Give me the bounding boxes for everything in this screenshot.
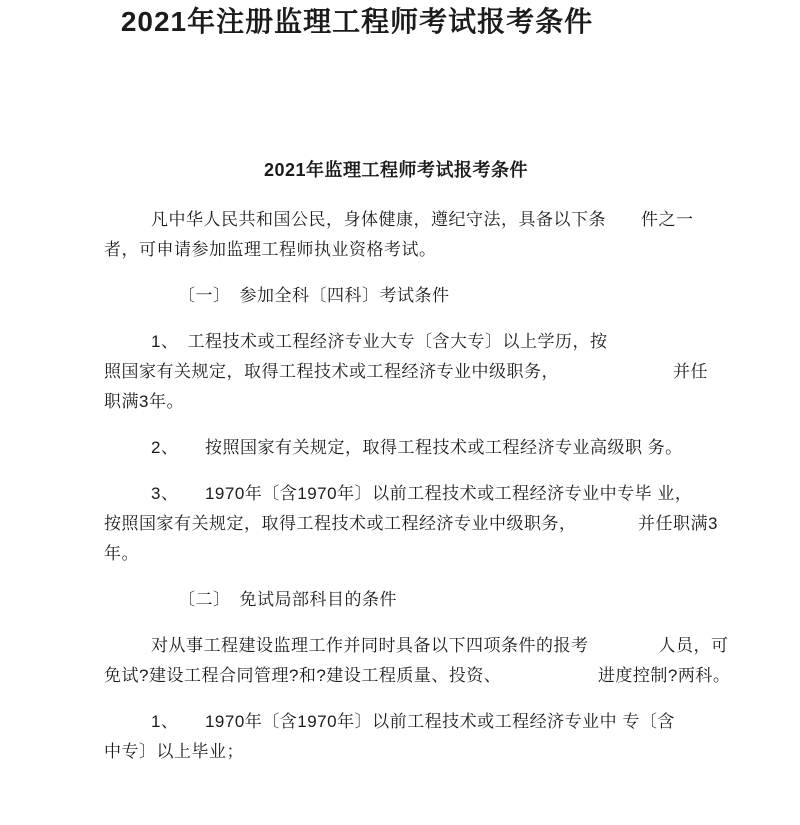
item-3-1970-graduate-requirement [104,479,760,569]
text-line: 1、 1970年〔含1970年〕以前工程技术或工程经济专业中 专〔含 [151,712,675,731]
text-line: 按照国家有关规定，取得工程技术或工程经济专业中级职务， 并任职满3 [104,514,718,533]
text-line: 对从事工程建设监理工作并同时具备以下四项条件的报考 人员，可 [151,636,729,655]
text-line: 3、 1970年〔含1970年〕以前工程技术或工程经济专业中专毕 业， [151,484,693,503]
text-line: 照国家有关规定，取得工程技术或工程经济专业中级职务， 并任 [104,362,708,381]
document-title: 2021年注册监理工程师考试报考条件 [120,6,594,37]
text-line: 〔二〕 免试局部科目的条件 [178,590,397,609]
text-line: 2、 按照国家有关规定，取得工程技术或工程经济专业高级职 务。 [151,438,683,457]
text-line: 职满3年。 [104,392,184,411]
document-subtitle: 2021年监理工程师考试报考条件 [263,160,529,180]
text-line: 者，可申请参加监理工程师执业资格考试。 [104,240,437,259]
document-body [104,205,760,767]
item-1-education-requirement [104,327,760,417]
section-heading-1 [104,281,760,311]
text-line: 1、 工程技术或工程经济专业大专〔含大专〕以上学历，按 [151,332,608,351]
text-line: 免试?建设工程合同管理?和?建设工程质量、投资、 进度控制?两科。 [104,666,731,685]
exemption-item-1 [104,707,760,767]
paragraph-eligibility-intro [104,205,760,265]
section-heading-2 [104,585,760,615]
text-line: 凡中华人民共和国公民，身体健康，遵纪守法，具备以下条 件之一 [151,210,694,229]
paragraph-exemption-intro [104,631,760,691]
text-line: 年。 [104,544,139,563]
text-line: 〔一〕 参加全科〔四科〕考试条件 [178,286,450,305]
item-2-senior-title-requirement [104,433,760,463]
text-line: 中专〕以上毕业； [104,742,244,761]
